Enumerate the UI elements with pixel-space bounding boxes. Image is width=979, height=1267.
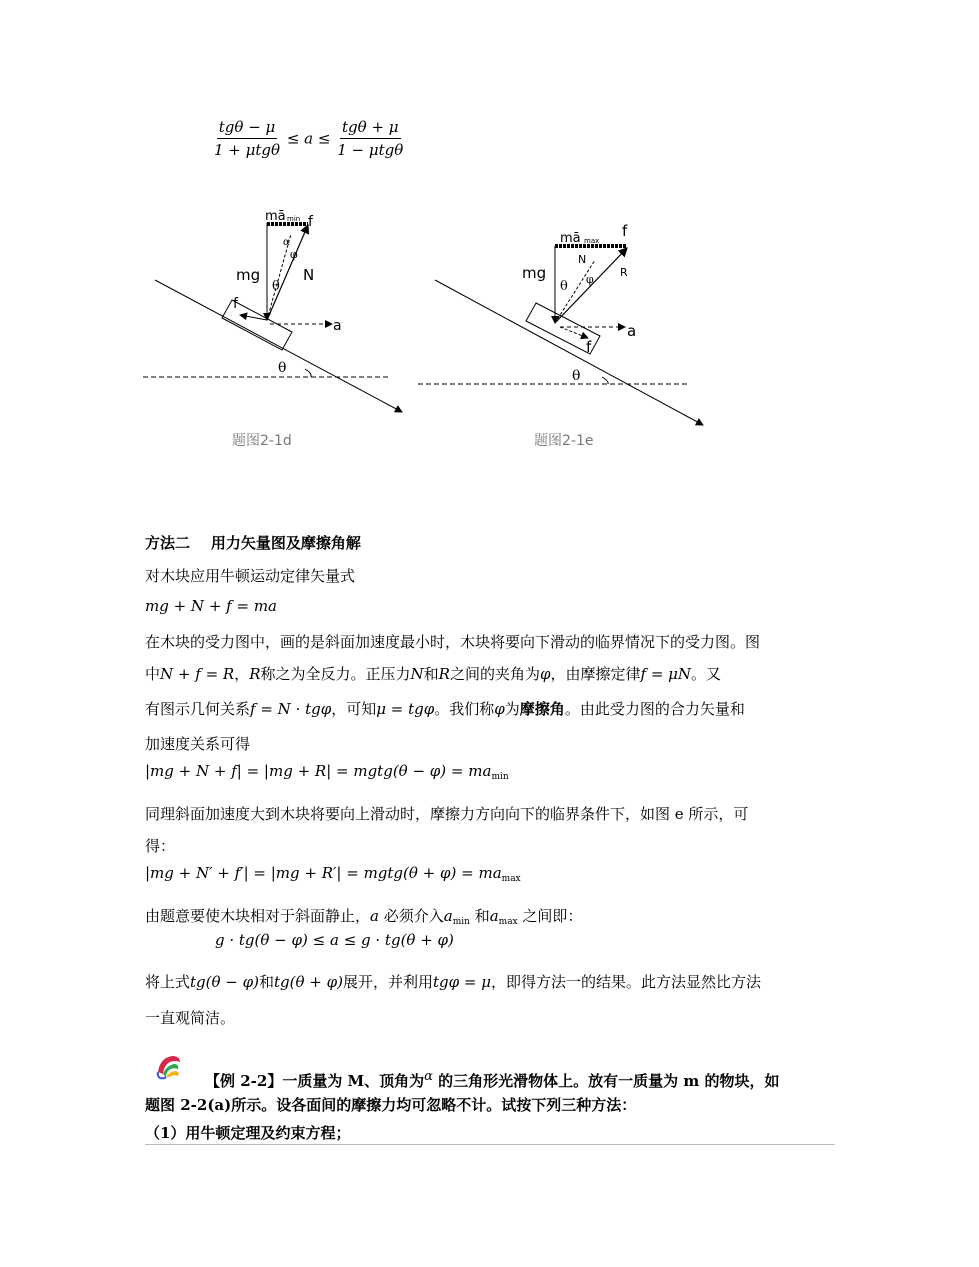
p2-friction-law: f = μN xyxy=(640,665,692,683)
label-theta-mid-left: θ xyxy=(272,279,280,294)
p8-text-c: 展开，并利用 xyxy=(343,973,434,991)
paragraph-2-line-1: 在木块的受力图中，画的是斜面加速度最小时，木块将要向下滑动的临界情况下的受力图。图 xyxy=(145,633,761,651)
label-n-right: N xyxy=(578,253,587,266)
equation-1: mg + N + f = ma xyxy=(145,597,277,615)
label-ma-sub-right: max xyxy=(584,237,600,245)
theta-arc-left xyxy=(305,369,311,377)
p2-text-e: 之间的夹角为 xyxy=(449,665,540,683)
label-f-left: f xyxy=(233,296,238,312)
formula-rhs-denominator: 1 − μtgθ xyxy=(337,141,404,159)
p3-friction-angle-term: 摩擦角 xyxy=(519,700,565,718)
example-divider xyxy=(145,1144,835,1145)
label-a-left: a xyxy=(333,318,342,334)
paragraph-6: 得： xyxy=(145,837,176,855)
label-theta-right: θ xyxy=(572,368,581,384)
caption-figure-left: 题图2-1d xyxy=(232,433,292,449)
p7-amax-subscript: max xyxy=(498,917,518,927)
label-f-top-left: f xyxy=(308,214,313,230)
paragraph-2-line-2 xyxy=(145,664,721,684)
incline-line-left xyxy=(155,280,402,412)
paragraph-7 xyxy=(145,906,582,932)
p7-text-c: 和 xyxy=(469,907,490,925)
f-vector-left xyxy=(240,315,267,320)
label-theta-mid-right: θ xyxy=(560,279,568,294)
p7-amin-subscript: min xyxy=(452,917,470,927)
example-line-3: （1）用牛顿定理及约束方程； xyxy=(145,1124,351,1142)
p2-symbol-phi: φ xyxy=(539,665,551,683)
p7-text-a: 由题意要使木块相对于斜面静止， xyxy=(145,907,371,925)
example-line-2: 题图 2-2(a)所示。设各面间的摩擦力均可忽略不计。试按下列三种方法： xyxy=(145,1096,637,1114)
example-text-b: 的三角形光滑物体上。放有一质量为 m 的物块，如 xyxy=(432,1072,780,1090)
p7-symbol-amax: a xyxy=(489,907,499,925)
example-line-1 xyxy=(205,1067,779,1091)
p8-expression-2: tg(θ + φ) xyxy=(274,973,343,991)
paragraph-3 xyxy=(145,699,745,719)
formula-middle: ≤ a ≤ xyxy=(286,129,331,148)
label-ma-right: mā xyxy=(560,231,581,246)
section-heading: 方法二 用力矢量图及摩擦角解 xyxy=(145,534,361,552)
p3-equation-mu: μ = tgφ xyxy=(376,700,435,718)
equation-3 xyxy=(145,864,521,884)
p3-text-e: 。由此受力图的合力矢量和 xyxy=(564,700,745,718)
label-r-right: R xyxy=(620,266,628,279)
formula-rhs xyxy=(335,118,405,159)
label-alpha-left: α xyxy=(283,237,290,248)
label-theta-left: θ xyxy=(278,360,287,376)
figure-right xyxy=(418,222,703,425)
equation-3-body: |mg + N′ + f′| = |mg + R′| = mgtg(θ + φ) = ma xyxy=(145,864,502,882)
p2-text-a: 中 xyxy=(145,665,161,683)
paragraph-9: 一直观简洁。 xyxy=(145,1009,236,1027)
f-vector-right xyxy=(560,327,588,338)
label-ma-sub-left: min xyxy=(287,215,301,223)
force-diagrams xyxy=(0,190,979,460)
theta-arc-right xyxy=(602,377,608,384)
p8-text-d: ，即得方法一的结果。此方法显然比方法 xyxy=(491,973,762,991)
p2-text-c: 称之为全反力。正压力 xyxy=(260,665,411,683)
formula-lhs-numerator: tgθ − μ xyxy=(217,118,278,139)
p2-symbol-R: R xyxy=(249,665,261,683)
equation-2 xyxy=(145,762,509,782)
label-f-right: f xyxy=(586,338,592,356)
p3-text-b: ，可知 xyxy=(331,700,377,718)
p3-text-d: 为 xyxy=(504,700,520,718)
p3-equation-f: f = N · tgφ xyxy=(250,700,332,718)
equation-3-subscript: max xyxy=(501,874,521,884)
p2-symbol-N: N xyxy=(410,665,424,683)
caption-figure-right: 题图2-1e xyxy=(534,433,594,449)
p2-text-d: 和 xyxy=(423,665,439,683)
label-ma-left: mā xyxy=(265,209,286,224)
p2-text-f: ，由摩擦定律 xyxy=(550,665,641,683)
p2-symbol-R2: R xyxy=(438,665,450,683)
p8-text-a: 将上式 xyxy=(145,973,191,991)
p3-text-c: 。我们称 xyxy=(434,700,495,718)
p7-text-d: 之间即： xyxy=(517,907,583,925)
paragraph-4: 加速度关系可得 xyxy=(145,735,251,753)
label-phi-right: φ xyxy=(586,273,594,286)
p8-expression-1: tg(θ − φ) xyxy=(190,973,259,991)
equation-2-body: |mg + N + f| = |mg + R| = mgtg(θ − φ) = ma xyxy=(145,762,492,780)
p2-equation-resultant: N + f = R xyxy=(160,665,235,683)
label-n-left: N xyxy=(303,266,315,284)
p3-text-a: 有图示几何关系 xyxy=(145,700,251,718)
p2-text-g: 。又 xyxy=(691,665,722,683)
example-symbol-alpha: α xyxy=(424,1069,433,1084)
label-mg-right: mg xyxy=(522,264,547,282)
p8-text-b: 和 xyxy=(259,973,275,991)
p7-symbol-a: a xyxy=(370,907,379,925)
formula-lhs xyxy=(212,118,282,159)
formula-lhs-denominator: 1 + μtgθ xyxy=(214,141,281,159)
example-logo-icon xyxy=(154,1052,184,1080)
p2-text-b: ， xyxy=(234,665,250,683)
p8-expression-3: tgφ = μ xyxy=(433,973,492,991)
label-f-top-right: f xyxy=(622,222,628,240)
example-text-a: 【例 2-2】一质量为 M、顶角为 xyxy=(205,1072,425,1090)
paragraph-8 xyxy=(145,972,761,992)
paragraph-5: 同理斜面加速度大到木块将要向上滑动时，摩擦力方向向下的临界条件下，如图 e 所示，可 xyxy=(145,805,749,823)
figure-left xyxy=(143,209,402,412)
label-mg-left: mg xyxy=(236,266,261,284)
formula-rhs-numerator: tgθ + μ xyxy=(340,118,401,139)
equation-2-subscript: min xyxy=(491,772,509,782)
formula-top xyxy=(212,118,405,159)
label-a-right: a xyxy=(627,322,637,340)
paragraph-1: 对木块应用牛顿运动定律矢量式 xyxy=(145,567,356,585)
p7-symbol-amin: a xyxy=(443,907,453,925)
p3-symbol-phi: φ xyxy=(494,700,505,718)
equation-4: g · tg(θ − φ) ≤ a ≤ g · tg(θ + φ) xyxy=(215,931,454,949)
p7-text-b: 必须介入 xyxy=(378,907,444,925)
label-phi-left: φ xyxy=(290,248,298,261)
